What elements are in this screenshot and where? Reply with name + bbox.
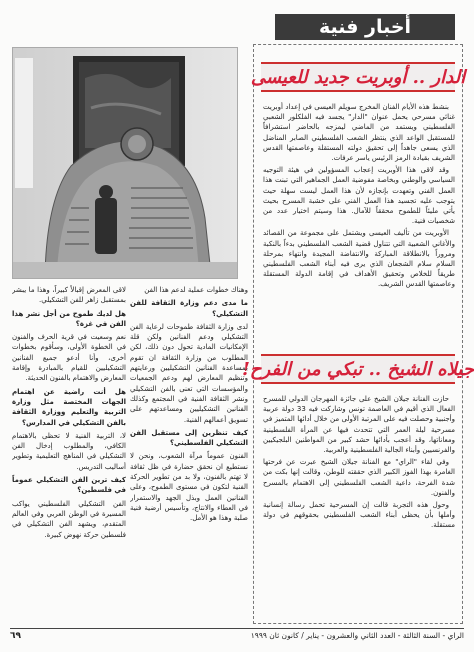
page-footer bbox=[10, 628, 464, 644]
page-number: ٦٩ bbox=[10, 631, 21, 641]
article-paragraph: وحول هذه التجربة قالت إن المسرحية تحمل رسالة إنسانية وأملها بأن يحظى أبناء الشعب الفلسطيني بحقوقهم في دولة مستقلة. bbox=[263, 501, 455, 530]
interview-question: ما مدى دعم وزارة الثقافة للفن التشكيلي؟ bbox=[130, 299, 248, 318]
interview-question: كيف ترين الفن التشكيلي عموماً في فلسطين؟ bbox=[12, 476, 126, 495]
footer-issue-info: الراي - السنة الثالثة - العدد الثاني والعشرون - يناير / كانون ثان ١٩٩٩ bbox=[250, 631, 464, 640]
article-paragraph: بنشط هذه الأيام الفنان المخرج سويلم العيسى في إعداد أوبريت غنائي مسرحي يحمل عنوان "الدار" يجسد فيه الفلكلور الشعبي الفلسطيني ويستمد من الماضي ليمزجه بالحاضر استشرافاً للمستقبل الواعد الذي ينتظر الشعب الفلسطيني الصابر المناضل الذي يسعى جاهداً إلى تحقيق دولته المستقلة وعاصمتها القدس الشريف بقيادة الرمز الرئيس ياسر عرفات. bbox=[263, 103, 455, 163]
article-body bbox=[263, 102, 455, 350]
column-paragraph: نعم وسعيت في قرية الحرف والفنون في الخطوة الأولى، وسأقوم بخطوات أخرى، وأنا أدعو جميع الفنانين التشكيليين للقيام بالمبادرة وإقامة المعارض والاهتمام بالفنون الحديثة. bbox=[12, 333, 126, 383]
column-paragraph: الفنون عموماً مرآة الشعوب، ونحن لا نستطيع ان نحقق حضارة في ظل ثقافة لا تهتم بالفنون، ولا بد من تطوير الحركة الفنية لتكون في مستوى الطموح، وعلى الفنانين العمل وبذل الجهد والاستمرار في العطاء والانتاج، وتأسيس أرضية فنية صلبة وهذا هو الأمل. bbox=[130, 452, 248, 523]
interview-column-left bbox=[12, 285, 126, 617]
article-headline: جيلاه الشيخ .. تبكي من الفرح! bbox=[242, 358, 474, 380]
interview-question: هل أنت راضية عن اهتمام الجهات المختصة مثل وزارة التربية والتعليم ووزارة الثقافة بالفن التشكيلي في المدارس؟ bbox=[12, 387, 126, 427]
article-headline: الدار .. أوبريت جديد للعيسى bbox=[250, 66, 466, 88]
article-paragraph: الأوبريت من تأليف العيسى ويشتمل على مجموعة من القصائد والأغاني الشعبية التي تتناول قضية الشعب الفلسطيني بدءاً بالنكبة ومروراً بالانطلاقة المباركة والانتفاضة المجيدة وانتهاء بمرحلة السلام سلام الشجعان الذي يرى فيه أبناء الشعب الفلسطيني طريقاً للخلاص وتحقيق الأهداف في إقامة الدولة المستقلة وعاصمتها القدس الشريف. bbox=[263, 229, 455, 289]
art-news-column bbox=[242, 14, 474, 624]
interview-question: هل لديك طموح من أجل نشر هذا الفن في غزة؟ bbox=[12, 309, 126, 328]
column-paragraph: لا، التربية الفنية لا تحظى بالاهتمام الكافي، والمطلوب إدخال الفن التشكيلي في المناهج التعليمية وتطوير أساليب التدريس. bbox=[12, 431, 126, 471]
article-paragraph: حازت الفنانة جيلان الشيخ على جائزة المهرجان الدولي للمسرح الفعال الذي أقيم في العاصمة تونس وشاركت فيه 33 دولة عربية وأجنبية وحصلت فيه على المرتبة الأولى من خلال أدائها المتميز في مسرحية ليلة العمر التي تتحدث فيها عن المرأة الفلسطينية ومعاناتها، وقد أعجب بأدائها حشد كبير من المواطنين البلجيكيين والفرنسيين وأبناء الجالية الفلسطينية والعربية. bbox=[263, 395, 455, 455]
column-paragraph: لدى وزارة الثقافة طموحات لرعاية الفن التشكيلي ودعم الفنانين ولكن قلة الإمكانيات المادية تحول دون ذلك، لكن المطلوب من وزارة الثقافة ان تقوم بمساعدة الفنانين التشكيليين ورعايتهم وتنظيم المعارض لهم ودعم الجمعيات والمؤسسات التي تعنى بالفن التشكيلي ونشر الثقافة الفنية في المجتمع وكذلك الفنانين التشكيليين ومساعدتهم على تسويق أعمالهم الفنية. bbox=[130, 322, 248, 424]
article-paragraph: وقد لاقى هذا الأوبريت إعجاب المسؤولين في هيئة التوجيه السياسي والوطني وبخاصة مفوضية العمل الجماهير التي تبنت هذا العمل الفني وتعهدت بإنجازه لأن هذا العمل ليست سهلة حيث يتوجب عليه تجسيد هذا العمل الفني على خشبة المسرح بحيث يأتي مليئاً للطموح محققاً للآمال. هذا وسيتم اختيار عدد من شخصيات فنية. bbox=[263, 166, 455, 226]
sculpture-image bbox=[12, 48, 237, 279]
interview-column-right bbox=[130, 285, 248, 617]
article-headline-box bbox=[250, 62, 466, 92]
artwork-photo bbox=[12, 47, 238, 279]
article-headline-box bbox=[242, 354, 474, 384]
article-paragraph: وفي لقاء "الراي" مع الفنانة جيلان الشيخ عبرت عن فرحتها الغامرة بهذا الفوز الكبير الذي حققته للوطن، وقالت إنها بكت من شدة الفرحة، داعية الشعب الفلسطيني إلى الاهتمام بالمسرح والفنون. bbox=[263, 458, 455, 497]
column-paragraph: لاقى المعرض إقبالاً كبيراً، وهذا ما يبشر بمستقبل زاهر للفن التشكيلي. bbox=[12, 286, 126, 305]
article-body bbox=[263, 394, 455, 620]
interview-question: كيف تنظرين إلى مستقبل الفن التشكيلي الفلسطيني؟ bbox=[130, 428, 248, 448]
column-paragraph: الفن التشكيلي الفلسطيني يواكب المسيرة في الوطن العربي وفي العالم المتقدم، ويشهد الفن التشكيلي في فلسطين حركة نهوض كبيرة. bbox=[12, 499, 126, 539]
column-paragraph: وهناك خطوات عملية لدعم هذا الفن bbox=[144, 286, 248, 294]
section-title: أخبار فنية bbox=[275, 14, 455, 40]
